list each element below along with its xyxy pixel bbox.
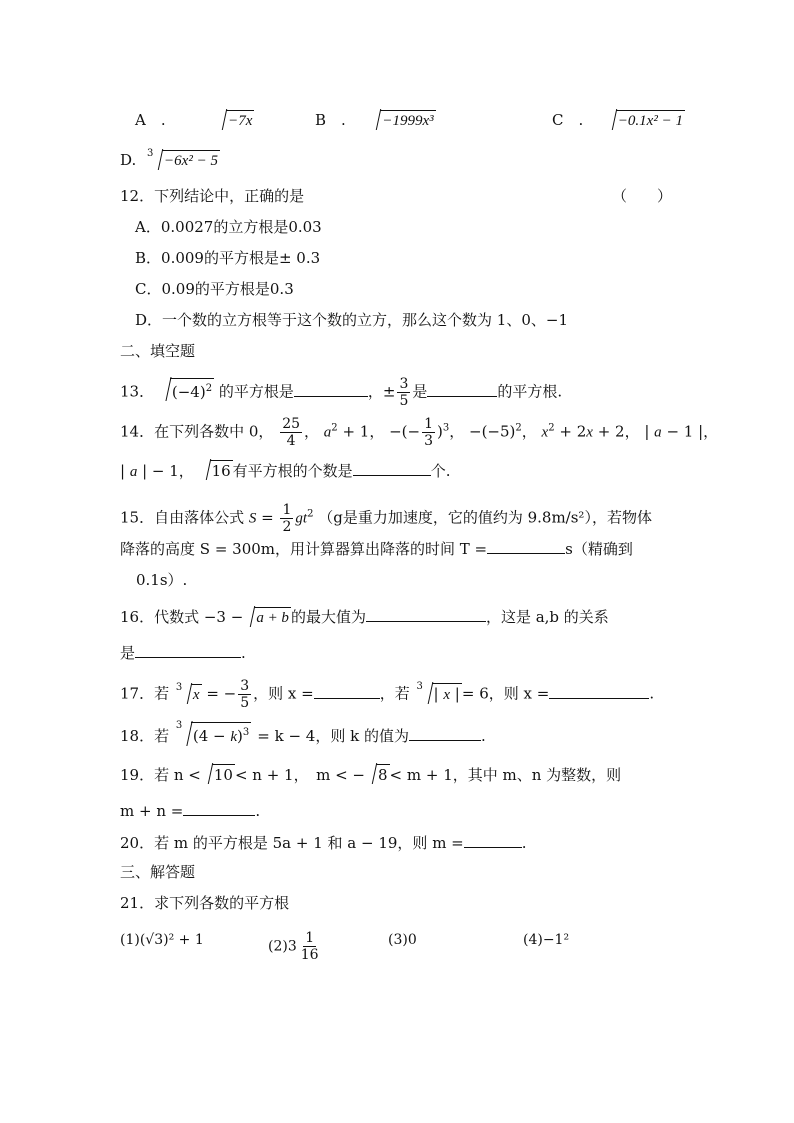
question-16-line1 xyxy=(120,606,609,628)
answer-paren: （ ） xyxy=(612,187,673,205)
answer-blank[interactable] xyxy=(549,683,649,699)
section-heading-fill-blank: 二、填空题 xyxy=(120,342,196,360)
option-c xyxy=(552,110,685,131)
q16-text: 是 xyxy=(120,644,136,662)
sqrt-expression: 16 xyxy=(201,460,233,481)
q15-text: （g是重力加速度，它的值约为 9.8m/s²），若物体 xyxy=(318,508,652,527)
sqrt-expression: $(-4)^2$ xyxy=(161,378,214,402)
q12-option-c: C．0.09的平方根是0.3 xyxy=(135,280,294,298)
q18-text: = k − 4，则 k 的值为 xyxy=(257,727,409,745)
option-a xyxy=(135,110,254,131)
q19-text: < n + 1， m < − xyxy=(234,766,365,784)
q17-text: = 6，则 x = xyxy=(461,684,550,703)
cube-root-expression: 3 | x | xyxy=(416,680,460,703)
answer-blank[interactable] xyxy=(135,642,241,658)
question-18 xyxy=(120,722,486,747)
question-21-stem: 21．求下列各数的平方根 xyxy=(120,894,290,912)
q20-text: 20．若 m 的平方根是 5a + 1 和 a − 19，则 m = xyxy=(120,834,464,852)
question-13 xyxy=(120,376,562,409)
q19-text: 19．若 n < xyxy=(120,766,201,784)
q17-text: . xyxy=(649,684,655,703)
fraction: $\frac{1}{3}$ xyxy=(424,416,433,449)
q13-text: 是 xyxy=(412,382,428,401)
fraction: $\frac{1}{16}$ xyxy=(300,930,319,963)
q21-item-2 xyxy=(268,930,323,963)
q21-item-2-whole: (2)3 xyxy=(268,938,297,955)
q17-text: ，若 xyxy=(379,684,410,703)
sqrt-expression: 10 xyxy=(203,764,235,785)
fraction: $\frac{25}{4}$ xyxy=(282,416,301,449)
q16-text: 16．代数式 −3 − xyxy=(120,608,244,626)
q17-text: 17．若 xyxy=(120,684,170,703)
q15-text: s（精确到 xyxy=(565,540,633,558)
sqrt-expression: −0.1x² − 1 xyxy=(607,110,685,131)
answer-blank[interactable] xyxy=(314,683,380,699)
q18-text: . xyxy=(480,727,486,745)
question-15-line2 xyxy=(120,538,633,559)
option-c-label: C . xyxy=(552,111,584,129)
question-14-line2: | a | − 1， 16 有平方根的个数是 个. xyxy=(120,462,451,480)
option-d-label: D. xyxy=(120,151,137,169)
sqrt-expression: −7x xyxy=(217,110,254,131)
cube-root-expression: 3 $(4 - k)^3$ xyxy=(175,720,250,745)
question-20 xyxy=(120,832,527,853)
q21-item-1: (1)(√3)² + 1 xyxy=(120,932,204,948)
question-19-line2 xyxy=(120,800,260,821)
answer-blank[interactable] xyxy=(183,800,255,816)
answer-blank[interactable] xyxy=(487,538,565,554)
question-15-line3: 0.1s）. xyxy=(136,571,188,589)
sqrt-expression: a + b xyxy=(245,607,291,628)
fraction: $\frac{1}{2}$ xyxy=(282,502,292,535)
sqrt-expression: 8 xyxy=(367,764,390,785)
question-19-line1 xyxy=(120,764,621,785)
answer-blank[interactable] xyxy=(464,832,522,848)
question-15-line1: 15．自由落体公式 S = $\frac{1}{2}$ $gt^2$ （g是重力加速度，它的值约为 9.8m/s²），若物体 xyxy=(120,502,652,535)
answer-blank[interactable] xyxy=(366,606,486,622)
q19-text: m + n = xyxy=(120,802,184,820)
q13-text: ，± xyxy=(367,382,396,401)
option-b-label: B . xyxy=(315,111,346,129)
sqrt-expression: −1999x³ xyxy=(371,110,435,131)
question-12-stem: 12．下列结论中，正确的是 xyxy=(120,187,305,205)
q21-item-4: (4)−1² xyxy=(523,932,570,948)
answer-blank[interactable] xyxy=(294,381,368,397)
q19-text: . xyxy=(255,802,261,820)
answer-blank[interactable] xyxy=(353,460,431,476)
option-d xyxy=(120,150,220,171)
q12-option-d: D．一个数的立方根等于这个数的立方，那么这个数为 1、0、−1 xyxy=(135,311,568,329)
fraction: $\frac{3}{5}$ xyxy=(240,678,250,711)
answer-blank[interactable] xyxy=(409,725,481,741)
q14-text: 14．在下列各数中 0， xyxy=(120,422,274,441)
q12-option-a: A．0.0027的立方根是0.03 xyxy=(135,218,322,236)
q15-text: 15．自由落体公式 xyxy=(120,508,245,527)
q16-text: 的最大值为 xyxy=(290,608,366,626)
answer-blank[interactable] xyxy=(427,381,497,397)
cube-root-expression: 3 −6x² − 5 xyxy=(147,148,218,169)
q14-text: 有平方根的个数是 xyxy=(232,462,353,480)
option-a-label: A . xyxy=(135,111,166,129)
question-16-line2: 是 . xyxy=(120,644,246,662)
option-b xyxy=(315,110,436,131)
q18-text: 18．若 xyxy=(120,727,170,745)
q14-text: 个. xyxy=(430,462,451,480)
q13-text: 的平方根. xyxy=(497,382,563,401)
q19-text: < m + 1，其中 m、n 为整数，则 xyxy=(389,766,622,784)
q13-text: 的平方根是 xyxy=(218,382,294,401)
q13-number: 13． xyxy=(120,382,155,401)
q21-item-3: (3)0 xyxy=(388,932,417,948)
cube-root-expression: 3 x xyxy=(175,681,200,703)
q20-text: . xyxy=(521,834,527,852)
q17-text: ，则 x = xyxy=(253,684,314,703)
q16-text: ，这是 a,b 的关系 xyxy=(485,608,609,626)
question-14-line1: 14．在下列各数中 0， $\frac{25}{4}$ ， $a^2 + 1$， −(− $\frac{1}{3}$ )$^3$， $-(-5)^2$， $x^2 + 2x + 2$， | a − 1 |， xyxy=(120,416,719,449)
question-17: 17．若 3 x = − $\frac{3}{5}$ ，则 x = ，若 3 | x | = 6，则 x = . xyxy=(120,678,655,711)
fraction: $\frac{3}{5}$ xyxy=(399,376,409,409)
q12-option-b: B．0.009的平方根是± 0.3 xyxy=(135,249,321,267)
q15-text: 降落的高度 S = 300m，用计算器算出降落的时间 T = xyxy=(120,540,488,558)
section-heading-solve: 三、解答题 xyxy=(120,863,196,881)
